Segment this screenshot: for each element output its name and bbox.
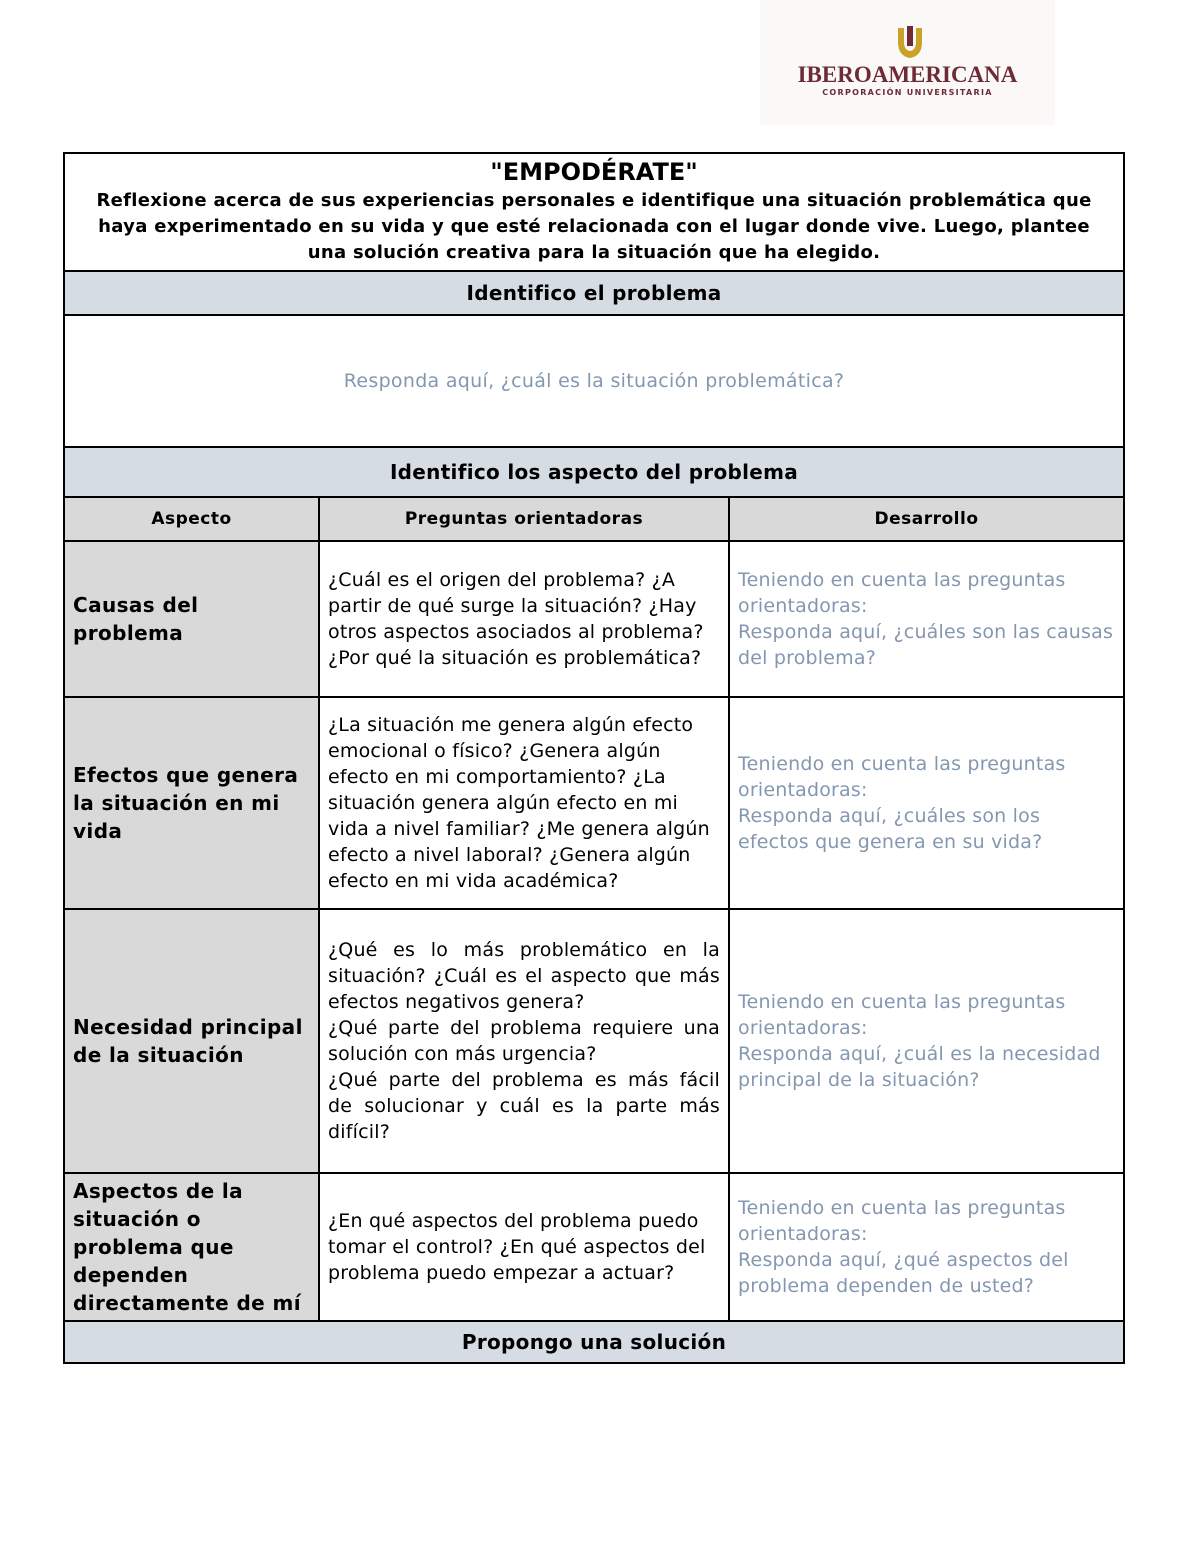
guiding-questions: ¿Cuál es el origen del problema? ¿A partir de qué surge la situación? ¿Hay otros aspectos asociados al problema? ¿Por qué la situación es problemática?: [319, 541, 729, 697]
section-title-identify-aspects: Identifico los aspecto del problema: [64, 447, 1124, 497]
aspect-label: Efectos que genera la situación en mi vida: [64, 697, 319, 909]
aspect-label: Aspectos de la situación o problema que dependen directamente de mí: [64, 1173, 319, 1321]
intro-cell: [64, 153, 1124, 271]
table-row: [64, 541, 1124, 697]
column-header-questions: Preguntas orientadoras: [319, 497, 729, 541]
guiding-questions: ¿Qué es lo más problemático en la situación? ¿Cuál es el aspecto que más efectos negativos genera? ¿Qué parte del problema requiere una solución con más urgencia? ¿Qué parte del problema es más fácil de solucionar y cuál es la parte más difícil?: [319, 909, 729, 1173]
development-answer-field[interactable]: Teniendo en cuenta las preguntas orientadoras: Responda aquí, ¿cuáles son los efectos que genera en su vida?: [729, 697, 1124, 909]
intro-row: [64, 153, 1124, 271]
university-logo: [760, 0, 1055, 125]
worksheet-table: [63, 152, 1125, 1364]
section-header-row: [64, 1321, 1124, 1363]
table-row: [64, 1173, 1124, 1321]
guiding-questions: ¿La situación me genera algún efecto emocional o físico? ¿Genera algún efecto en mi comportamiento? ¿La situación genera algún efecto en mi vida a nivel familiar? ¿Me genera algún efecto a nivel laboral? ¿Genera algún efecto en mi vida académica?: [319, 697, 729, 909]
development-answer-field[interactable]: Teniendo en cuenta las preguntas orientadoras: Responda aquí, ¿qué aspectos del problema dependen de usted?: [729, 1173, 1124, 1321]
development-answer-field[interactable]: Teniendo en cuenta las preguntas orientadoras: Responda aquí, ¿cuáles son las causas del problema?: [729, 541, 1124, 697]
column-header-development: Desarrollo: [729, 497, 1124, 541]
table-row: [64, 697, 1124, 909]
column-header-aspect: Aspecto: [64, 497, 319, 541]
section-header-row: [64, 271, 1124, 315]
aspect-label: Causas del problema: [64, 541, 319, 697]
problem-answer-field[interactable]: Responda aquí, ¿cuál es la situación problemática?: [64, 315, 1124, 447]
page-title: "EMPODÉRATE": [490, 158, 698, 186]
shield-u-icon: [895, 26, 925, 60]
column-header-row: [64, 497, 1124, 541]
aspect-label: Necesidad principal de la situación: [64, 909, 319, 1173]
guiding-questions: ¿En qué aspectos del problema puedo tomar el control? ¿En qué aspectos del problema puedo empezar a actuar?: [319, 1173, 729, 1321]
section-title-identify-problem: Identifico el problema: [64, 271, 1124, 315]
logo-name: IBEROAMERICANA: [797, 62, 1018, 87]
section-header-row: [64, 447, 1124, 497]
table-row: [64, 909, 1124, 1173]
logo-subtitle: CORPORACIÓN UNIVERSITARIA: [822, 88, 993, 97]
answer-row: [64, 315, 1124, 447]
development-answer-field[interactable]: Teniendo en cuenta las preguntas orientadoras: Responda aquí, ¿cuál es la necesidad principal de la situación?: [729, 909, 1124, 1173]
instructions-text: Reflexione acerca de sus experiencias personales e identifique una situación problemática que haya experimentado en su vida y que esté relacionada con el lugar donde vive. Luego, plantee una solución creativa para la situación que ha elegido.: [96, 190, 1092, 263]
section-title-propose-solution: Propongo una solución: [64, 1321, 1124, 1363]
